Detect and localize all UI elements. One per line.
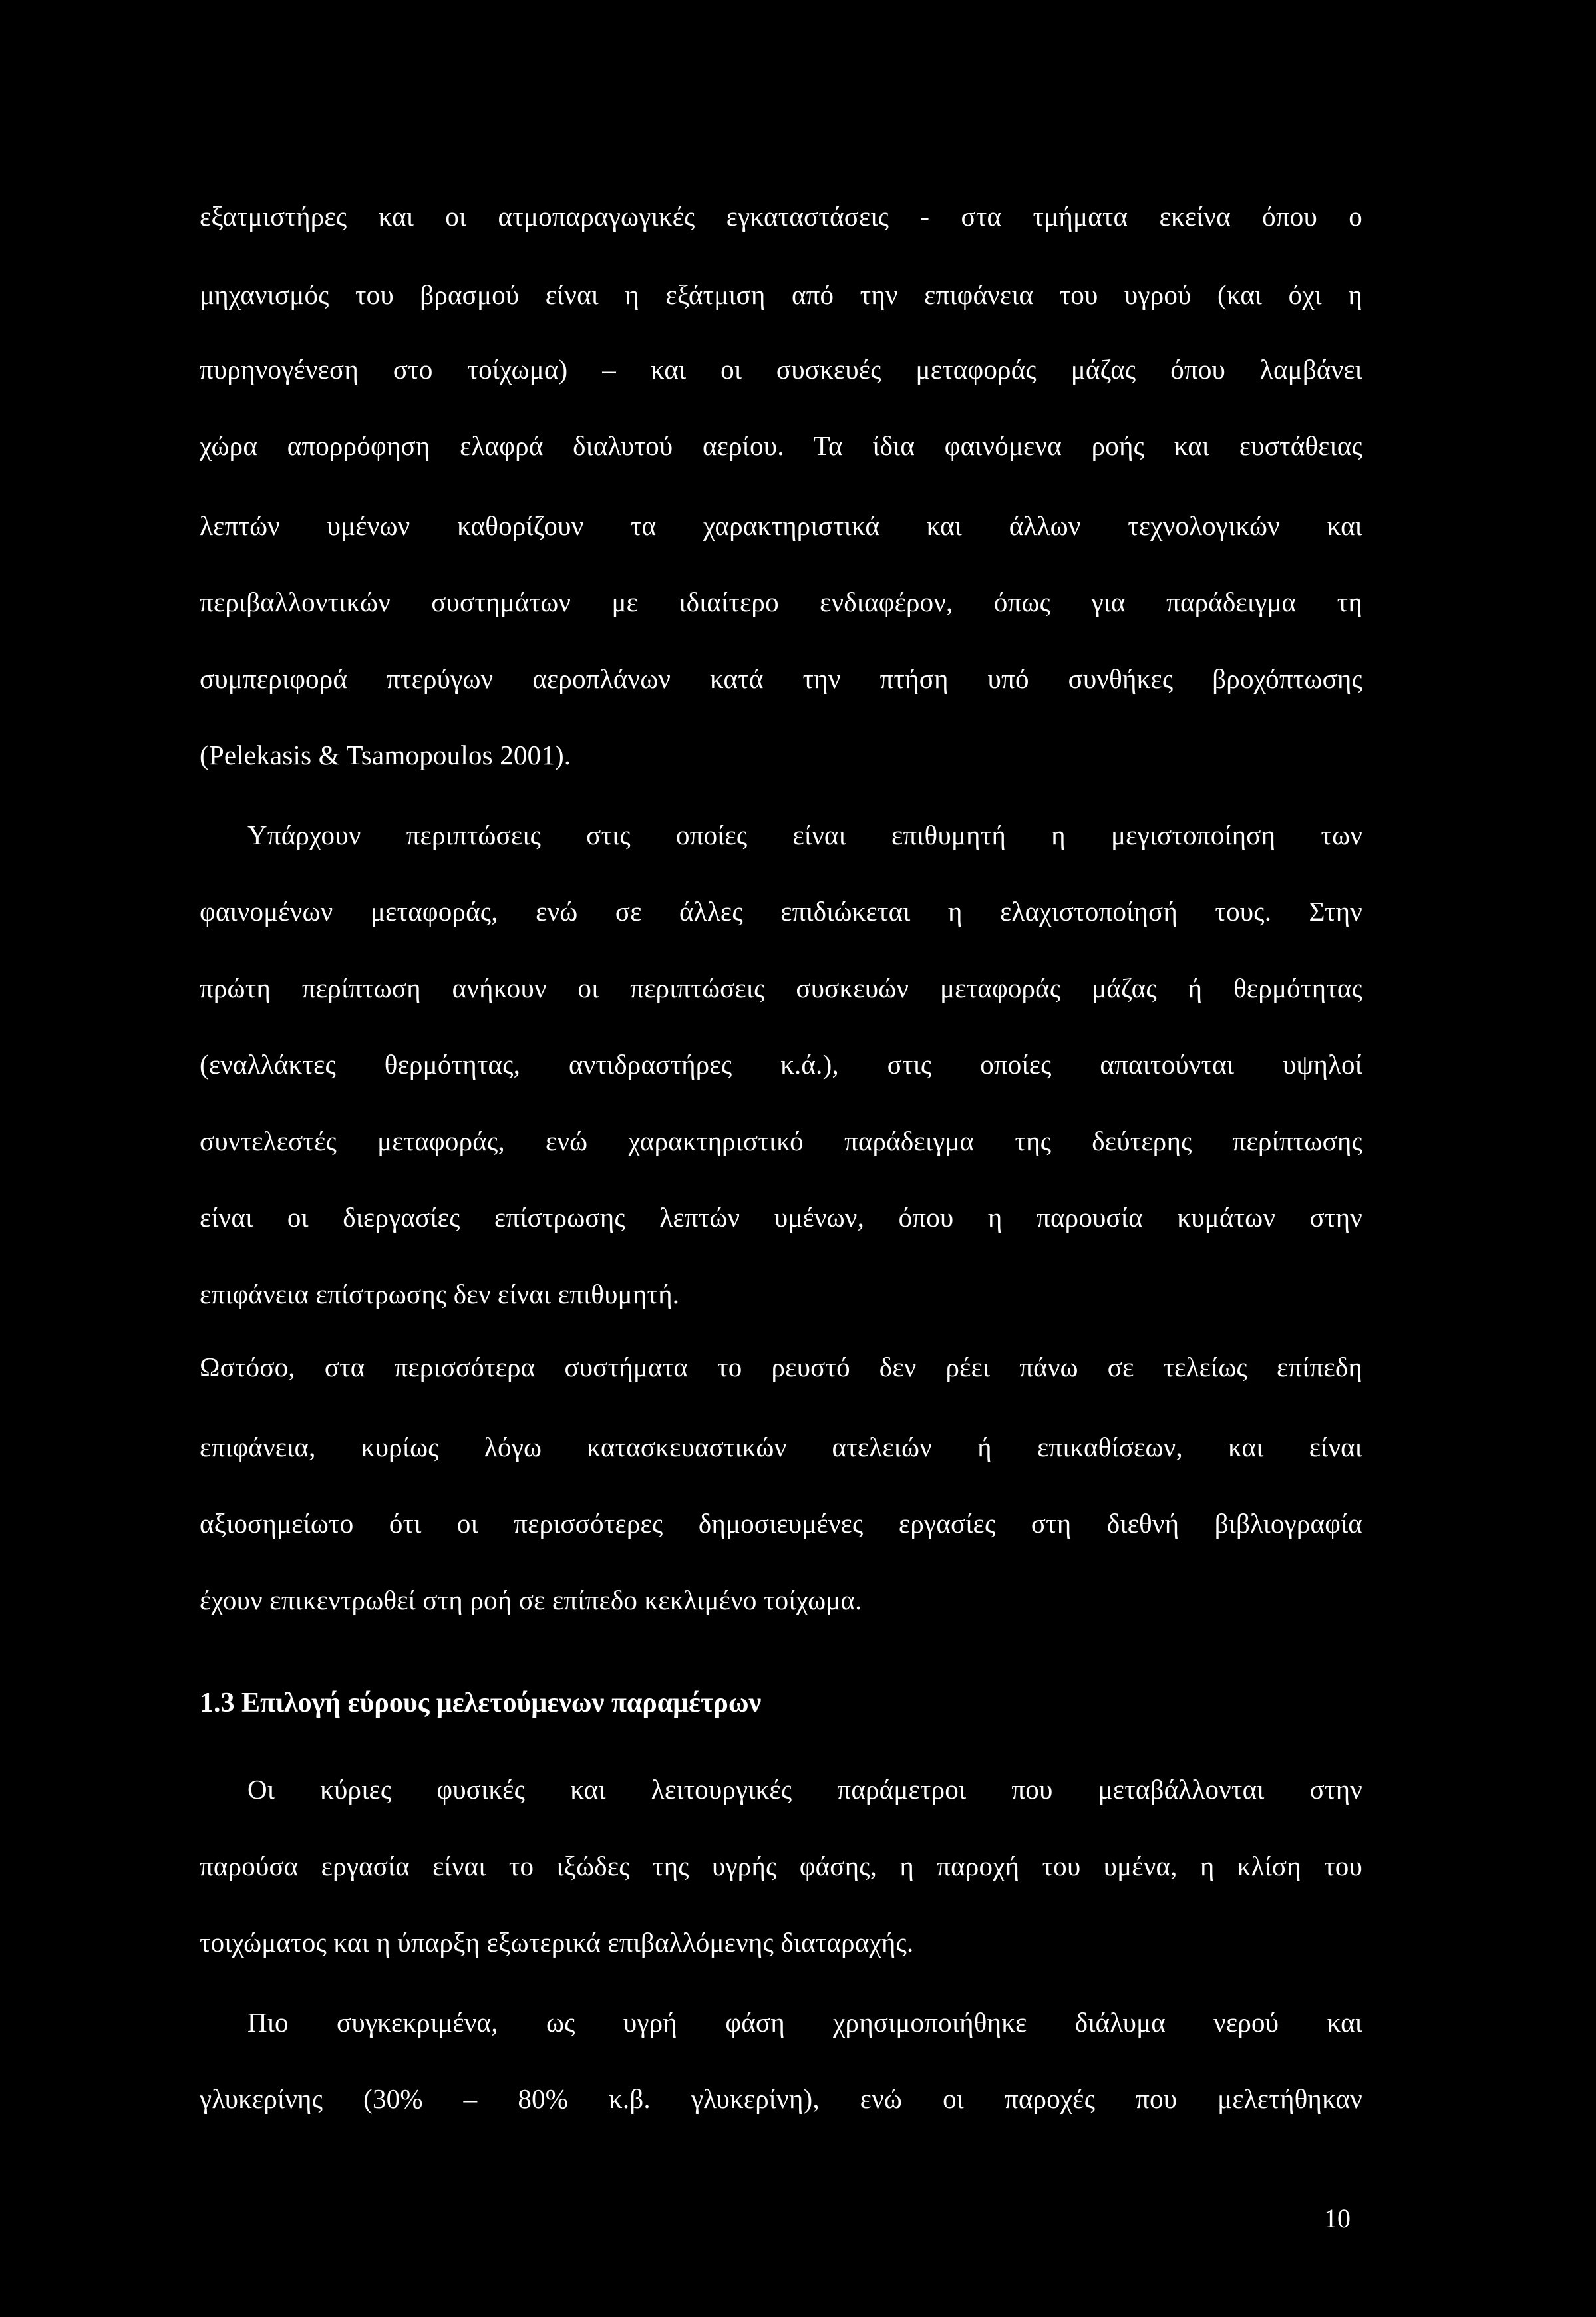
body-text-line: είναι οι διεργασίες επίστρωσης λεπτών υμένων, όπου η παρουσία κυμάτων στην [200,1202,1362,1233]
body-text-line: εξατμιστήρες και οι ατμοπαραγωγικές εγκαταστάσεις - στα τμήματα εκείνα όπου ο [200,201,1362,232]
body-text-line: Υπάρχουν περιπτώσεις στις οποίες είναι επιθυμητή η μεγιστοποίηση των [247,820,1362,850]
body-text-line: γλυκερίνης (30% – 80% κ.β. γλυκερίνη), ενώ οι παροχές που μελετήθηκαν [200,2084,1362,2114]
body-text-line: μηχανισμός του βρασμού είναι η εξάτμιση από την επιφάνεια του υγρού (και όχι η [200,279,1362,310]
body-text-line: συμπεριφορά πτερύγων αεροπλάνων κατά την πτήση υπό συνθήκες βροχόπτωσης [200,663,1362,694]
body-text-line: αξιοσημείωτο ότι οι περισσότερες δημοσιευμένες εργασίες στη διεθνή βιβλιογραφία [200,1508,1362,1539]
body-text-line: πυρηνογένεση στο τοίχωμα) – και οι συσκευές μεταφοράς μάζας όπου λαμβάνει [200,354,1362,385]
body-text-line: Οι κύριες φυσικές και λειτουργικές παράμετροι που μεταβάλλονται στην [247,1774,1362,1805]
body-text-line: λεπτών υμένων καθορίζουν τα χαρακτηριστικά και άλλων τεχνολογικών και [200,510,1362,541]
body-text-line: παρούσα εργασία είναι το ιξώδες της υγρής φάσης, η παροχή του υμένα, η κλίση του [200,1851,1362,1881]
section-heading: 1.3 Επιλογή εύρους μελετούμενων παραμέτρων [200,1688,762,1718]
body-text-line: συντελεστές μεταφοράς, ενώ χαρακτηριστικό παράδειγμα της δεύτερης περίπτωσης [200,1126,1362,1156]
body-text-line: έχουν επικεντρωθεί στη ροή σε επίπεδο κεκλιμένο τοίχωμα. [200,1585,862,1615]
body-text-line: επιφάνεια, κυρίως λόγω κατασκευαστικών ατελειών ή επικαθίσεων, και είναι [200,1432,1362,1462]
body-text-line: τοιχώματος και η ύπαρξη εξωτερικά επιβαλλόμενης διαταραχής. [200,1927,914,1958]
body-text-line: επιφάνεια επίστρωσης δεν είναι επιθυμητή. [200,1279,680,1309]
body-text-line: (εναλλάκτες θερμότητας, αντιδραστήρες κ.ά.), στις οποίες απαιτούνται υψηλοί [200,1049,1362,1080]
body-text-line: φαινομένων μεταφοράς, ενώ σε άλλες επιδιώκεται η ελαχιστοποίησή τους. Στην [200,896,1362,927]
body-text-line: Πιο συγκεκριμένα, ως υγρή φάση χρησιμοποιήθηκε διάλυμα νερού και [247,2007,1362,2038]
page-number: 10 [1324,2203,1351,2233]
body-text-line: (Pelekasis & Tsamopoulos 2001). [200,740,571,770]
body-text-line: περιβαλλοντικών συστημάτων με ιδιαίτερο ενδιαφέρον, όπως για παράδειγμα τη [200,587,1362,617]
body-text-line: πρώτη περίπτωση ανήκουν οι περιπτώσεις συσκευών μεταφοράς μάζας ή θερμότητας [200,973,1362,1003]
body-text-line: Ωστόσο, στα περισσότερα συστήματα το ρευστό δεν ρέει πάνω σε τελείως επίπεδη [200,1352,1362,1382]
body-text-line: χώρα απορρόφηση ελαφρά διαλυτού αερίου. Τα ίδια φαινόμενα ροής και ευστάθειας [200,430,1362,461]
